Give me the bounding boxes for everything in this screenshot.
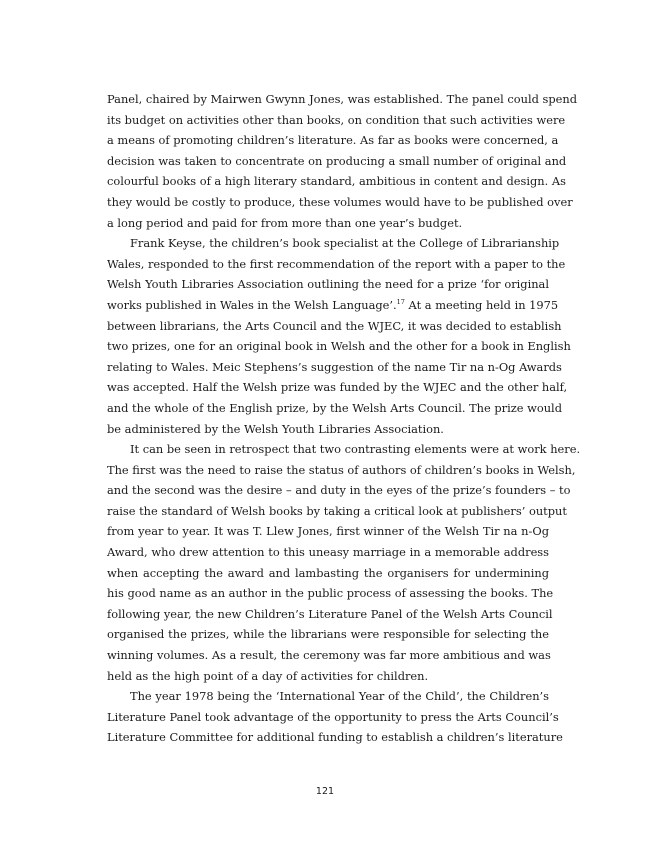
text-segment: works published in Wales in the Welsh Language’. — [107, 297, 397, 312]
text-line: a means of promoting children’s literature. As far as books were concerned, a — [107, 133, 559, 148]
text-line: colourful books of a high literary standard, ambitious in content and design. As — [107, 174, 566, 189]
text-line: decision was taken to concentrate on producing a small number of original and — [107, 153, 567, 168]
text-line: relating to Wales. Meic Stephens’s suggestion of the name Tir na n-Og Awards — [107, 359, 562, 374]
text-line: and the second was the desire – and duty in the eyes of the prize’s founders – to — [107, 483, 571, 498]
text-line: Award, who drew attention to this uneasy marriage in a memorable address — [107, 545, 549, 560]
text-line: between librarians, the Arts Council and the WJEC, it was decided to establish — [107, 318, 562, 333]
text-line: held as the high point of a day of activities for children. — [107, 668, 429, 683]
text-line: was accepted. Half the Welsh prize was funded by the WJEC and the other half, — [107, 380, 568, 395]
text-line: Panel, chaired by Mairwen Gwynn Jones, was established. The panel could spend — [107, 92, 578, 106]
text-line: The first was the need to raise the status of authors of children’s books in Welsh, — [107, 462, 576, 477]
paragraph — [107, 686, 563, 748]
text-line — [107, 295, 559, 316]
text-line: Welsh Youth Libraries Association outlining the need for a prize ‘for original — [107, 277, 549, 292]
text-line: they would be costly to produce, these volumes would have to be published over — [107, 194, 573, 209]
text-line: and the whole of the English prize, by the Welsh Arts Council. The prize would — [107, 400, 562, 415]
text-line: following year, the new Children’s Literature Panel of the Welsh Arts Council — [107, 606, 553, 621]
body-text — [107, 89, 581, 748]
text-line: raise the standard of Welsh books by taking a critical look at publishers’ output — [107, 503, 567, 518]
text-line: Literature Committee for additional funding to establish a children’s literature — [107, 730, 563, 745]
text-line: Literature Panel took advantage of the opportunity to press the Arts Council’s — [107, 709, 559, 724]
text-line: its budget on activities other than books, on condition that such activities were — [107, 112, 566, 127]
text-segment: At a meeting held in 1975 — [404, 297, 559, 312]
text-line: Frank Keyse, the children’s book specialist at the College of Librarianship — [130, 236, 560, 251]
text-line: from year to year. It was T. Llew Jones, first winner of the Welsh Tir na n-Og — [107, 524, 549, 539]
text-line: winning volumes. As a result, the ceremony was far more ambitious and was — [107, 648, 551, 663]
text-line: two prizes, one for an original book in Welsh and the other for a book in English — [107, 339, 571, 354]
text-line: be administered by the Welsh Youth Libraries Association. — [107, 421, 444, 436]
text-line: a long period and paid for from more than one year’s budget. — [107, 215, 463, 230]
text-line: organised the prizes, while the librarians were responsible for selecting the — [107, 627, 549, 642]
paragraph — [107, 89, 578, 233]
paragraph — [107, 233, 571, 439]
paragraph — [107, 439, 581, 686]
text-line: when accepting the award and lambasting the organisers for undermining — [107, 565, 549, 580]
text-line: Wales, responded to the first recommendation of the report with a paper to the — [107, 256, 566, 271]
text-line: It can be seen in retrospect that two contrasting elements were at work here. — [130, 442, 581, 457]
text-line: his good name as an author in the public process of assessing the books. The — [107, 586, 554, 601]
text-line: The year 1978 being the ‘International Year of the Child’, the Children’s — [130, 689, 549, 704]
footnote-marker[interactable]: 17 — [396, 298, 405, 307]
page-number: 121 — [315, 786, 335, 797]
